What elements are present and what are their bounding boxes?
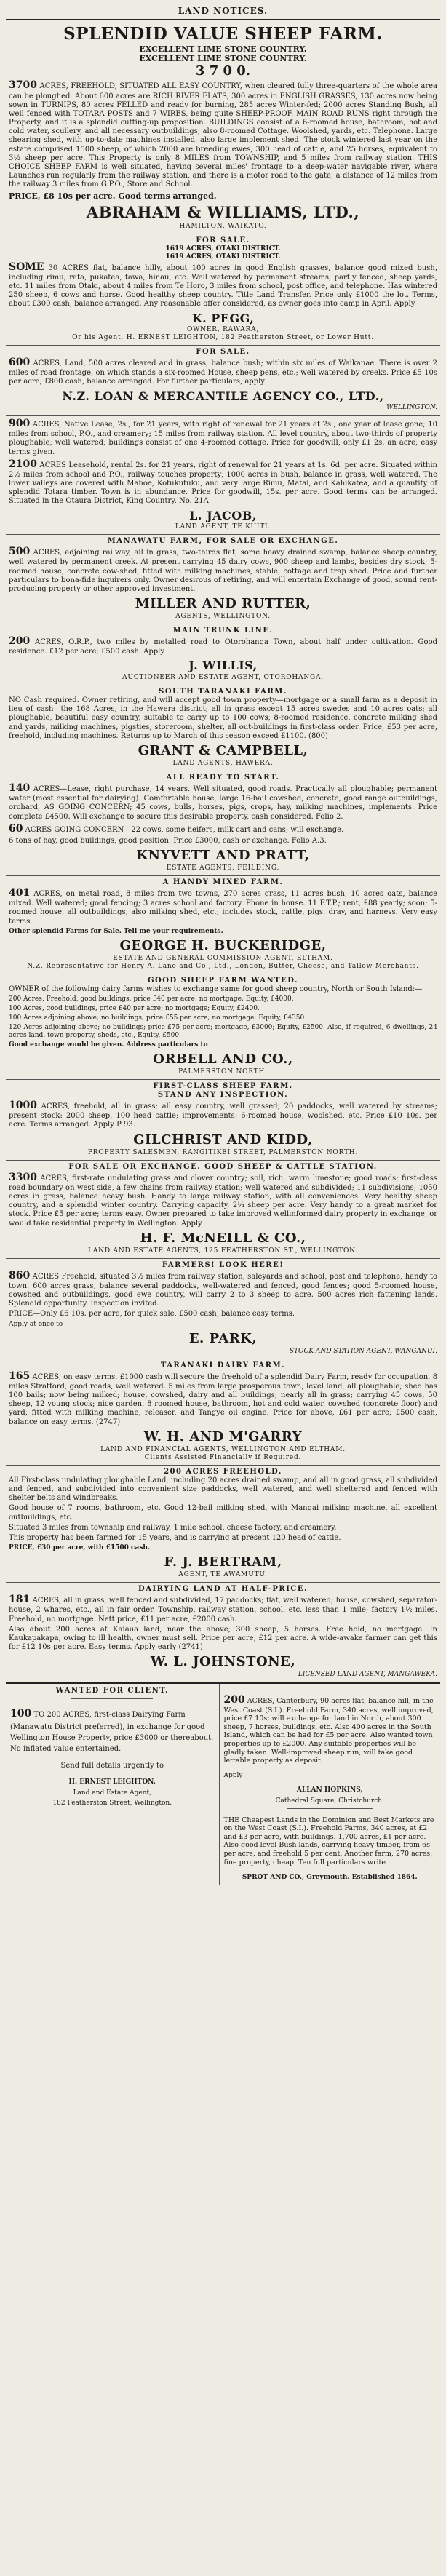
ad-body xyxy=(9,696,437,741)
ad-body: THE Cheapest Lands in the Dominion and Best Markets are on the West Coast (S.I.). Freehold Farms, 340 acres, at £2 and £3 per acre, with buildings. 1,700 acres, £1 per acre. Also good level Bush lands, carrying heavy timber, from 6s. per acre, and freehold 5 per cent. Another farm, 270 acres, fine property, cheap. Ten full particulars write xyxy=(223,1816,434,1867)
ad-waikanae-land xyxy=(6,346,440,416)
ad-firm-name: L. JACOB, xyxy=(189,508,257,522)
ad-subheadline: EXCELLENT LIME STONE COUNTRY. xyxy=(139,54,307,64)
ad-wanted-for-client xyxy=(6,1684,219,1884)
ad-body: OWNER of the following dairy farms wishes to exchange same for good sheep country, North or South Island:— xyxy=(9,985,423,993)
ad-firm-location: WELLINGTON. xyxy=(386,404,437,412)
ad-body-text: NO Cash required. Owner retiring, and will accept good town property—mortgage or a small farm as a deposit in lieu of cash—the 168 Acres, in the Hawera district; all in grass except 15 acres swedes and 10 acres oats; all ploughable, beautiful easy country, suitable to carry up to 100 cows; 8-roomed residence, concrete milking shed and yards, milking machines, pigsties, storeroom, shelter, all out-buildings in first-class order. Price, £53 per acre, freehold, including machines. Returns up to March of this season exceed £1100. xyxy=(9,696,437,740)
ad-heading: ALL READY TO START. xyxy=(166,773,280,782)
ad-reference: No. 21A xyxy=(178,497,209,506)
ad-firm-location: LAND AND FINANCIAL AGENTS, WELLINGTON AND ELTHAM. xyxy=(100,1445,346,1453)
ad-firm-name: GILCHRIST AND KIDD, xyxy=(133,1132,313,1148)
ad-canterbury-west-coast xyxy=(219,1684,440,1884)
ad-heading: A HANDY MIXED FARM. xyxy=(162,878,284,886)
ad-body-text: ACRES, on metal road, 8 miles from two towns, 270 acres grass, 11 acres bush, 10 acres oats, balance mixed. Well watered; good fencing; 3 acres school and factory. Phone in house. 11 F.T.P.; rent, £88 yearly; soon; 5-roomed house, all outbuildings, also milking shed, etc.; includes stock, cattle, pigs, dray, and harness. Very easy terms. xyxy=(9,890,437,926)
ad-firm-name: ABRAHAM & WILLIAMS, LTD., xyxy=(86,202,360,221)
ad-body xyxy=(9,546,437,594)
ad-firm-location: AGENT, TE AWAMUTU. xyxy=(178,1571,268,1579)
ad-heading: FIRST-CLASS SHEEP FARM. xyxy=(153,1081,293,1090)
ad-lead-number: 165 xyxy=(9,1370,31,1382)
ad-body xyxy=(9,1100,437,1129)
ad-firm-name: KNYVETT AND PRATT, xyxy=(136,848,310,864)
agent-name: SPROT AND CO., Greymouth. Established 1864. xyxy=(242,1873,418,1881)
divider xyxy=(287,1808,373,1809)
agent-role: Land and Estate Agent, xyxy=(73,1789,151,1797)
ad-note: N.Z. Representative for Henry A. Lane and Co., Ltd., London, Butter, Cheese, and Tallow Merchants. xyxy=(27,962,419,970)
ad-list-item: 100 Acres adjoining above; no buildings; price £55 per acre; no mortgage; Equity, £4350. xyxy=(9,1014,307,1022)
ad-subheadline: EXCELLENT LIME STONE COUNTRY. xyxy=(139,44,307,54)
ad-price: PRICE—Only £6 10s. per acre, for quick sale, £500 cash, balance easy terms. xyxy=(9,1310,295,1319)
ad-body xyxy=(9,635,437,656)
divider xyxy=(71,1698,153,1699)
ad-body-text: ACRES, Land, 500 acres cleared and in grass, balance bush; within six miles of Waikanae. There is over 2 miles of road frontage, on which stands a six-roomed House, sheep pens, etc.; well watered by creeks. Price £5 10s per acre; £800 cash, balance arranged. For further particulars, apply xyxy=(9,359,437,386)
ad-body-text: ACRES—Lease, right purchase, 14 years. Well situated, good roads. Practically all ploughable; permanent water (most essential for dairying). Comfortable house, large 16-bail cowshed, concrete, good range outbuildings, orchard, AS GOING CONCERN; 45 cows, bulls, horses, pigs, crops, hay, milking machines, implements. Price complete £4500. Will exchange to secure this desirable property, cash considered. xyxy=(9,785,437,821)
ad-first-class-sheep-farm xyxy=(6,1080,440,1161)
ad-body: Situated 3 miles from township and railway, 1 mile school, cheese factory, and creamery. xyxy=(9,1523,337,1532)
ad-body: Good house of 7 rooms, bathroom, etc. Good 12-bail milking shed, with Mangai milking machine, all excellent outbuildings, etc. xyxy=(9,1504,437,1522)
ad-lead-number: 3300 xyxy=(9,1171,37,1183)
newspaper-page xyxy=(6,4,440,2567)
ad-lead-number: 60 xyxy=(9,822,23,835)
ad-firm-name: W. H. AND M'GARRY xyxy=(143,1428,303,1444)
ad-heading: FARMERS! LOOK HERE! xyxy=(162,1260,284,1269)
ad-farmers-look-here xyxy=(6,1259,440,1359)
ad-acreage: 3 7 0 0. xyxy=(195,63,251,79)
ad-body-text: ACRES, O.R.P., two miles by metalled road to Otorohanga Town, about half under cultivation. Good residence. £12 per acre; £500 cash. Apply xyxy=(9,638,437,656)
ad-body xyxy=(9,837,437,846)
ad-firm-location: AUCTIONEER AND ESTATE AGENT, OTOROHANGA. xyxy=(122,673,324,681)
agent-name: ALLAN HOPKINS, xyxy=(296,1786,363,1794)
ad-firm-name: N.Z. LOAN & MERCANTILE AGENCY CO., LTD., xyxy=(62,389,384,403)
ad-body-text: ACRES, first-rate undulating grass and clover country; soil, rich, warm limestone; good roads; first-class road boundary on west side, a few chains from railway station; well watered and subdivided; 11 subdivisions; 1050 acres in grass, balance heavy bush. Handy to large railway station, with all conveniences. Very healthy sheep country, and a splendid winter country. Carrying capacity, 2¼ sheep per acre. Very handy to a great market for stock. Price £5 per acre; terms easy. Owner prepared to take improved wellinformed dairy property in exchange, or would take residential property in Wellington. Apply xyxy=(9,1174,437,1228)
agent-address: 182 Featherston Street, Wellington. xyxy=(52,1800,172,1808)
ad-body: All First-class undulating ploughable Land, including 20 acres drained swamp, and all in good grass, all subdivided and fenced, and subdivided into convenient size paddocks, well watered, and well sheltered and fenced with shelter belts and windbreaks. xyxy=(9,1476,437,1503)
ad-lead-number: 181 xyxy=(9,1594,31,1606)
ad-body-text: ACRES Leasehold, rental 2s. for 21 years, right of renewal for 21 years at 1s. 6d. per acre. Situated within 2½ miles from school and P.O., railway touches property; 1000 acres in bush, balance in grass, well watered. The lower valleys are covered with Mahoe, Kotukutuku, and very large Rimu, Matai, and Kahikatea, and a quantity of splendid Totara timber. Town is in abundance. Price for goodwill, 15s. per acre. Good terms can be arranged. Situated in the Otaura District, King Country. xyxy=(9,461,437,506)
ad-reference: Folio A.3. xyxy=(291,836,327,845)
ad-body-text: ACRES GOING CONCERN—22 cows, some heifers, milk cart and cans; will exchange. xyxy=(25,825,344,834)
ad-list-item: 120 Acres adjoining above; no buildings; price £75 per acre; mortgage, £3000; Equity, £2500. Also, if required, 6 dwellings, 24 acres land, town property, sheds, etc., Equity, £500. xyxy=(9,1023,437,1039)
ad-heading: FOR SALE OR EXCHANGE. GOOD SHEEP & CATTLE STATION. xyxy=(68,1162,378,1171)
ad-native-lease xyxy=(6,416,440,535)
ad-splendid-sheep-farm xyxy=(6,22,440,234)
masthead: LAND NOTICES. xyxy=(6,4,440,20)
ad-body-text: TO 200 ACRES, first-class Dairying Farm (Manawatu District preferred), in exchange for good Wellington House Property, price £3000 or thereabout. No inflated value entertained. xyxy=(10,1711,214,1754)
ad-body-text: ACRES, Native Lease, 2s., for 21 years, with right of renewal for 21 years at 2s., one year of lease gone; 10 miles from school, P.O., and creamery; 15 miles from railway station. All level country, about two-thirds of property ploughable; well watered; buildings consist of one 4-roomed cottage. Price for goodwill, only £1 2s. an acre; easy terms given. xyxy=(9,421,437,456)
ad-200-acres-freehold xyxy=(6,1466,440,1583)
ad-price: PRICE, £30 per acre, with £1500 cash. xyxy=(9,1544,151,1552)
ad-firm-location: LAND AGENTS, HAWERA. xyxy=(172,760,274,767)
ad-lead-number: 200 xyxy=(223,1693,245,1706)
ad-body-text: ACRES Freehold, situated 3½ miles from railway station, saleyards and school, post and telephone, handy to town. 600 acres grass, balance several paddocks, well-watered and fenced, good fences; good 5-roomed house, cowshed and outbuildings, good ewe country, will carry 2 to 3 sheep to acre. 500 acres rich fattening lands. Splendid opportunity. Inspection invited. xyxy=(9,1272,438,1308)
ad-reference: (2741) xyxy=(178,1643,203,1652)
ad-lead-number: 860 xyxy=(9,1269,31,1281)
ad-subheading: 1619 ACRES, OTAKI DISTRICT. xyxy=(165,253,281,261)
agent-name: H. ERNEST LEIGHTON, xyxy=(68,1778,156,1786)
ad-body xyxy=(9,782,437,822)
ad-heading: MANAWATU FARM, FOR SALE OR EXCHANGE. xyxy=(107,537,339,546)
ad-apply: Apply at once to xyxy=(9,1320,63,1328)
ad-main-trunk-line xyxy=(6,624,440,685)
ad-reference: P 93. xyxy=(116,1121,135,1129)
ad-agent-line: Or his Agent, H. ERNEST LEIGHTON, 182 Featherston Street, or Lower Hutt. xyxy=(72,334,374,341)
ad-firm-location: LAND AGENT, TE KUITI. xyxy=(175,523,271,531)
ad-headline: SPLENDID VALUE SHEEP FARM. xyxy=(63,23,383,44)
ad-south-taranaki-farm xyxy=(6,685,440,771)
ad-firm-name: W. L. JOHNSTONE, xyxy=(150,1654,296,1670)
ad-body xyxy=(9,458,437,506)
ad-firm-location: ESTATE AND GENERAL COMMISSION AGENT, ELTHAM. xyxy=(113,954,333,962)
ad-list-item: 100 Acres, good buildings, price £40 per acre; no mortgage; Equity, £2400. xyxy=(9,1005,260,1013)
ad-heading: FOR SALE. xyxy=(196,347,250,356)
bottom-columns xyxy=(6,1682,440,1884)
ad-heading: MAIN TRUNK LINE. xyxy=(172,626,274,635)
ad-heading: 200 ACRES FREEHOLD. xyxy=(164,1467,282,1476)
ad-body xyxy=(9,1270,437,1309)
ad-body-text: ACRES, adjoining railway, all in grass, two-thirds flat, some heavy drained swamp, balance sheep country, well watered by permanent creek. At present carrying 45 dairy cows, 900 sheep and lambs, besides dry stock; 5-roomed house, concrete cow-shed, fitted with milking machines, stable, cottage and trap shed. Price and further particulars to bona-fide inquirers only. Owner desirous of retiring, and will entertain Exchange of good, sound rent-producing property or other approved investment. xyxy=(9,549,437,593)
ad-firm-name: H. F. McNEILL & CO., xyxy=(140,1230,306,1246)
ad-firm-name: GEORGE H. BUCKERIDGE, xyxy=(119,937,327,953)
ad-firm-name: ORBELL AND CO., xyxy=(153,1051,293,1067)
ad-lead-number: 200 xyxy=(9,635,31,648)
ad-note: Send full details urgently to xyxy=(60,1762,164,1770)
ad-body xyxy=(9,1594,437,1623)
ad-note: Clients Assisted Financially if Required. xyxy=(144,1453,302,1461)
ad-otaki-district xyxy=(6,234,440,346)
ad-note: Other splendid Farms for Sale. Tell me your requirements. xyxy=(9,927,223,935)
ad-firm-location: PROPERTY SALESMEN, RANGITIKEI STREET, PALMERSTON NORTH. xyxy=(87,1148,359,1156)
ad-body-text: Also about 200 acres at Kaiaua land, near the above; 300 sheep, 5 horses. Free hold, no mortgage. In Kaukapakapa, owing to ill health, owner must sell. Price per acre, £12 per acre. A wide-awake farmer can get this for £12 10s per acre. Easy terms. Apply early xyxy=(9,1625,437,1652)
ad-body xyxy=(10,1706,215,1754)
ad-lead-number: 3700 xyxy=(9,79,37,92)
ad-firm-location: OWNER, RAWARA, xyxy=(186,326,260,334)
ad-reference: Folio 2. xyxy=(316,812,343,821)
ad-body-text: 6 tons of hay, good buildings, good position. Price £3000, cash or exchange. xyxy=(9,836,290,845)
ad-lead-number: 100 xyxy=(10,1708,32,1720)
ad-body: This property has been farmed for 15 years, and is carrying at present 120 head of cattle. xyxy=(9,1533,341,1542)
ad-body-text: ACRES, Canterbury, 90 acres flat, balance hill, in the West Coast (S.I.). Freehold Farm, 340 acres, well improved, price £7 10s; will exchange for land in North, about 300 sheep, 7 horses, buildings, etc. Also 400 acres in the South Island, which can be had for £5 per acre. Also wanted town properties up to £2000. Any suitable properties will be gladly taken. Well-improved sheep run, will take good lettable property as deposit. xyxy=(223,1696,434,1765)
ad-all-ready-to-start xyxy=(6,771,440,876)
ad-lead-number: 500 xyxy=(9,546,31,558)
ad-sheep-cattle-station xyxy=(6,1161,440,1259)
ad-reference: (800) xyxy=(308,731,328,740)
ad-apply: Apply xyxy=(223,1772,243,1780)
ad-manawatu-farm xyxy=(6,535,440,624)
ad-body xyxy=(9,1370,437,1427)
ad-body xyxy=(9,887,437,926)
ad-firm-name: MILLER AND RUTTER, xyxy=(135,596,311,612)
ad-lead-number: 600 xyxy=(9,357,31,369)
ad-lead-number: 140 xyxy=(9,782,31,795)
ad-lead-number: 1000 xyxy=(9,1100,37,1112)
ad-body xyxy=(9,261,437,309)
ad-firm-name: F. J. BERTRAM, xyxy=(164,1554,282,1570)
ad-firm-location: LAND AND ESTATE AGENTS, 125 FEATHERSTON ST., WELLINGTON. xyxy=(88,1247,358,1255)
ad-firm-location: STOCK AND STATION AGENT, WANGANUI. xyxy=(289,1347,437,1355)
ad-reference: (2747) xyxy=(95,1418,121,1426)
ad-good-sheep-farm-wanted xyxy=(6,974,440,1080)
ad-heading: SOUTH TARANAKI FARM. xyxy=(159,687,287,696)
ad-lead-number: SOME xyxy=(9,261,44,273)
ad-list-item: 200 Acres, Freehold, good buildings, price £40 per acre; no mortgage; Equity, £4000. xyxy=(9,995,294,1003)
ad-firm-location: HAMILTON, WAIKATO. xyxy=(179,222,267,230)
ad-body-text: ACRES, on easy terms. £1000 cash will secure the freehold of a splendid Dairy Farm, ready for occupation, 8 miles Stratford, good roads, well watered. 5 miles from large prosperous town; level land, all ploughable; shed has 100 bails; now being milked; house, cowshed, dairy and all buildings; nearly all in grass; carrying 45 cows, 50 sheep, 12 young stock; nice garden, 8 roomed house, bathroom, hot and cold water, cowshed (concrete floor) and yard; fitted with milking machine, releaser, and Tangye oil engine. Price for above, £61 per acre; £500 cash, balance on easy terms. xyxy=(9,1372,437,1426)
ad-body-text: ACRES, freehold, all in grass; all easy country, well grassed; 20 paddocks, well watered by streams; present stock: 2000 sheep, 100 head cattle; improvements: 6-roomed house, woolshed, etc. Price £10 10s. per acre. Terms arranged. Apply xyxy=(9,1102,437,1129)
ad-subheading: 1619 ACRES, OTAKI DISTRICT. xyxy=(165,245,281,253)
ad-heading: DAIRYING LAND AT HALF-PRICE. xyxy=(138,1585,308,1594)
ad-note: Good exchange would be given. Address particulars to xyxy=(9,1041,208,1049)
ad-firm-name: K. PEGG, xyxy=(191,311,255,325)
ad-dairying-land-half-price xyxy=(6,1583,440,1682)
ad-body xyxy=(9,1626,437,1653)
ad-body xyxy=(9,418,437,457)
ad-firm-name: E. PARK, xyxy=(188,1330,258,1346)
ad-heading: GOOD SHEEP FARM WANTED. xyxy=(147,976,298,985)
ad-body xyxy=(9,1172,437,1228)
ad-firm-location: AGENTS, WELLINGTON. xyxy=(175,613,271,621)
ad-body-text: ACRES, FREEHOLD, SITUATED ALL EASY COUNTRY, when cleared fully three-quarters of the whole area can be ploughed. About 600 acres are RICH RIVER FLATS, 300 acres in ENGLISH GRASSES, 130 acres now being sown in TURNIPS, 80 acres FELLED and ready for burning, 285 acres Winter-fed; 2000 acres Standing Bush, all well fenced with TOTARA POSTS and 7 WIRES, being quite SHEEP-PROOF. MAIN ROAD RUNS right through the Property, and it is a splendid cutting-up proposition. BUILDINGS consist of a 6-roomed house, bathroom, hot and cold water, scullery, and all necessary outbuildings; also 8-roomed Cottage. Woolshed, yards, etc. Telephone. Large shearing shed, with up-to-date machines installed, also large implement shed. The stock wintered last year on the estate comprised 1500 sheep, of which 2000 are breeding ewes, 300 head of cattle, and 25 horses, equivalent to 3½ sheep per acre. This Property is only 8 MILES from TOWNSHIP, and 5 miles from railway station. THIS CHOICE SHEEP FARM is well situated, having several miles' frontage to a deep-water navigable river, where Launches run regularly from the railway station, and there is a motor road to the gate, a distance of 12 miles from the railway 3 miles from G.P.O., Store and School. xyxy=(9,82,437,189)
agent-address: Cathedral Square, Christchurch. xyxy=(275,1797,384,1805)
ad-body xyxy=(9,357,437,386)
ad-price: PRICE, £8 10s per acre. Good terms arranged. xyxy=(9,191,217,201)
ad-firm-location: LICENSED LAND AGENT, MANGAWEKA. xyxy=(298,1671,437,1679)
ad-body xyxy=(9,79,437,189)
ad-body xyxy=(224,1694,436,1765)
ad-heading: TARANAKI DAIRY FARM. xyxy=(160,1361,286,1370)
ad-body-text: ACRES, all in grass, well fenced and subdivided, 17 paddocks; flat, well watered; house, cowshed, separator-house, 2 whares, etc., all in fair order. Township, railway station, school, etc. less than 1 mile; factory 1½ miles. Freehold, no mortgage. Nett price, £11 per acre, £2000 cash. xyxy=(9,1597,437,1623)
ad-subheading: STAND ANY INSPECTION. xyxy=(157,1090,289,1099)
ad-handy-mixed-farm xyxy=(6,876,440,974)
ad-firm-name: J. WILLIS, xyxy=(188,659,258,673)
ad-lead-number: 401 xyxy=(9,887,31,899)
ad-firm-location: ESTATE AGENTS, FEILDING. xyxy=(166,864,280,872)
ad-lead-number: 2100 xyxy=(9,458,37,470)
ad-taranaki-dairy-farm xyxy=(6,1359,440,1466)
ad-body xyxy=(9,823,437,835)
ad-lead-number: 900 xyxy=(9,418,31,430)
ad-heading: FOR SALE. xyxy=(196,236,250,245)
ad-firm-name: GRANT & CAMPBELL, xyxy=(138,743,308,759)
ad-body-text: 30 ACRES flat, balance hilly, about 100 acres in good English grasses, balance good mixed bush, including rimu, rata, pukatea, tawa, hinau, etc. Well watered by permanent streams, partly fenced, sheep yards, etc. 11 miles from Otaki, about 4 miles from Te Horo, 3 miles from school, post office, and telephone. Has wintered 250 sheep, 6 cows and horse. Good healthy sheep country. Title Land Transfer. Price only £1000 the lot. Terms, about £300 cash, balance arranged. Any reasonable offer considered, as owner goes into camp in April. Apply xyxy=(9,263,437,309)
ad-heading: WANTED FOR CLIENT. xyxy=(55,1687,169,1696)
ad-firm-location: PALMERSTON NORTH. xyxy=(178,1068,268,1076)
